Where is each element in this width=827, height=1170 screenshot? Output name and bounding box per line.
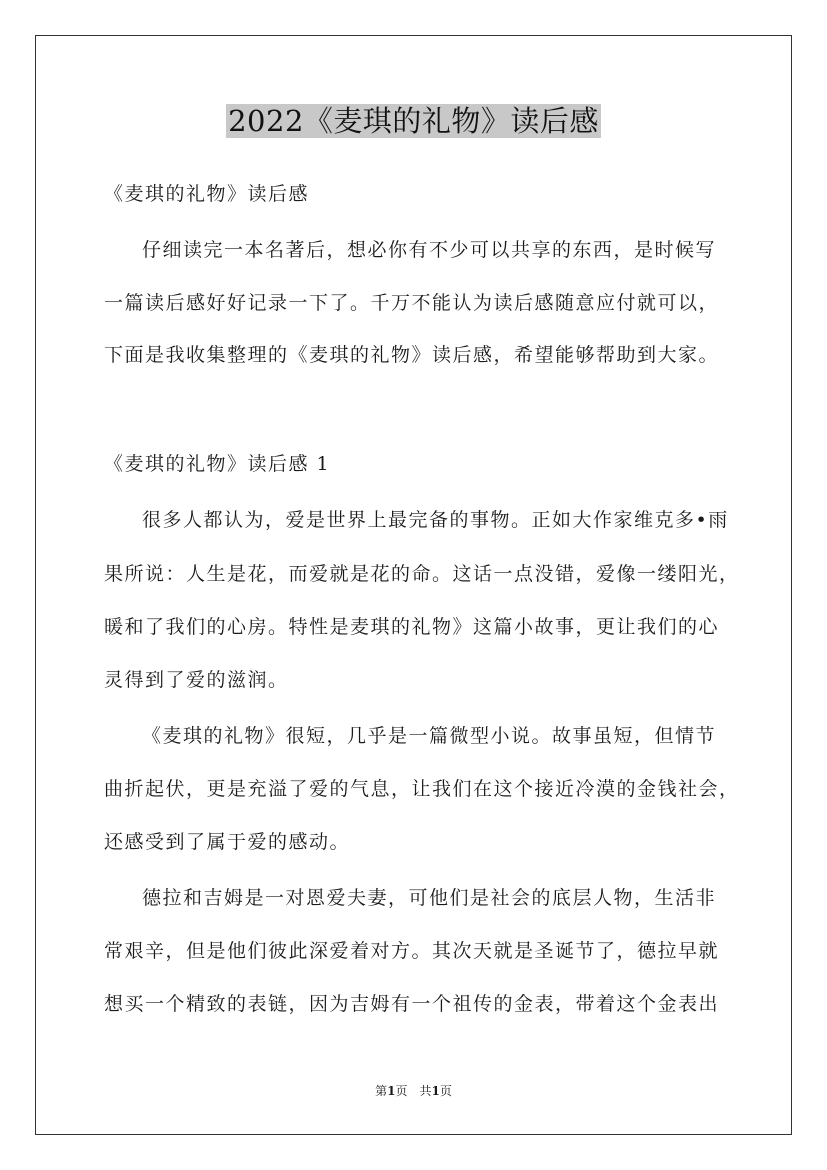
paragraph-line: 德拉和吉姆是一对恩爱夫妻，可他们是社会的底层人物，生活非 <box>142 887 717 909</box>
paragraph-line: 仔细读完一本名著后，想必你有不少可以共享的东西，是时候写 <box>142 239 717 261</box>
total-pages: 1 <box>431 1084 440 1098</box>
footer-mid: 页 共 <box>395 1084 432 1098</box>
paragraph-line: 一篇读后感好好记录一下了。千万不能认为读后感随意应付就可以， <box>104 292 720 314</box>
paragraph-line: 想买一个精致的表链，因为吉姆有一个祖传的金表，带着这个金表出 <box>104 993 720 1015</box>
footer-prefix: 第 <box>375 1084 388 1098</box>
document-title: 2022《麦琪的礼物》读后感 <box>228 104 599 138</box>
paragraph-line: 常艰辛，但是他们彼此深爱着对方。其次天就是圣诞节了，德拉早就 <box>104 940 720 962</box>
paragraph-line: 灵得到了爱的滋润。 <box>104 669 289 691</box>
page-footer <box>0 1083 827 1099</box>
section-heading: 《麦琪的礼物》读后感 1 <box>104 453 331 475</box>
paragraph-line: 很多人都认为，爱是世界上最完备的事物。正如大作家维克多•雨 <box>142 509 729 531</box>
paragraph-line: 果所说：人生是花，而爱就是花的命。这话一点没错，爱像一缕阳光， <box>104 563 740 585</box>
document-title-container <box>0 101 827 141</box>
paragraph-line: 还感受到了属于爱的感动。 <box>104 831 351 853</box>
page-number: 1 <box>387 1084 396 1098</box>
paragraph-line: 《麦琪的礼物》很短，几乎是一篇微型小说。故事虽短，但情节 <box>142 725 717 747</box>
paragraph-line: 曲折起伏，更是充溢了爱的气息，让我们在这个接近冷漠的金钱社会， <box>104 778 740 800</box>
subtitle-line: 《麦琪的礼物》读后感 <box>104 183 310 205</box>
footer-suffix: 页 <box>439 1084 452 1098</box>
paragraph-line: 下面是我收集整理的《麦琪的礼物》读后感，希望能够帮助到大家。 <box>104 344 720 366</box>
paragraph-line: 暖和了我们的心房。特性是麦琪的礼物》这篇小故事，更让我们的心 <box>104 616 720 638</box>
